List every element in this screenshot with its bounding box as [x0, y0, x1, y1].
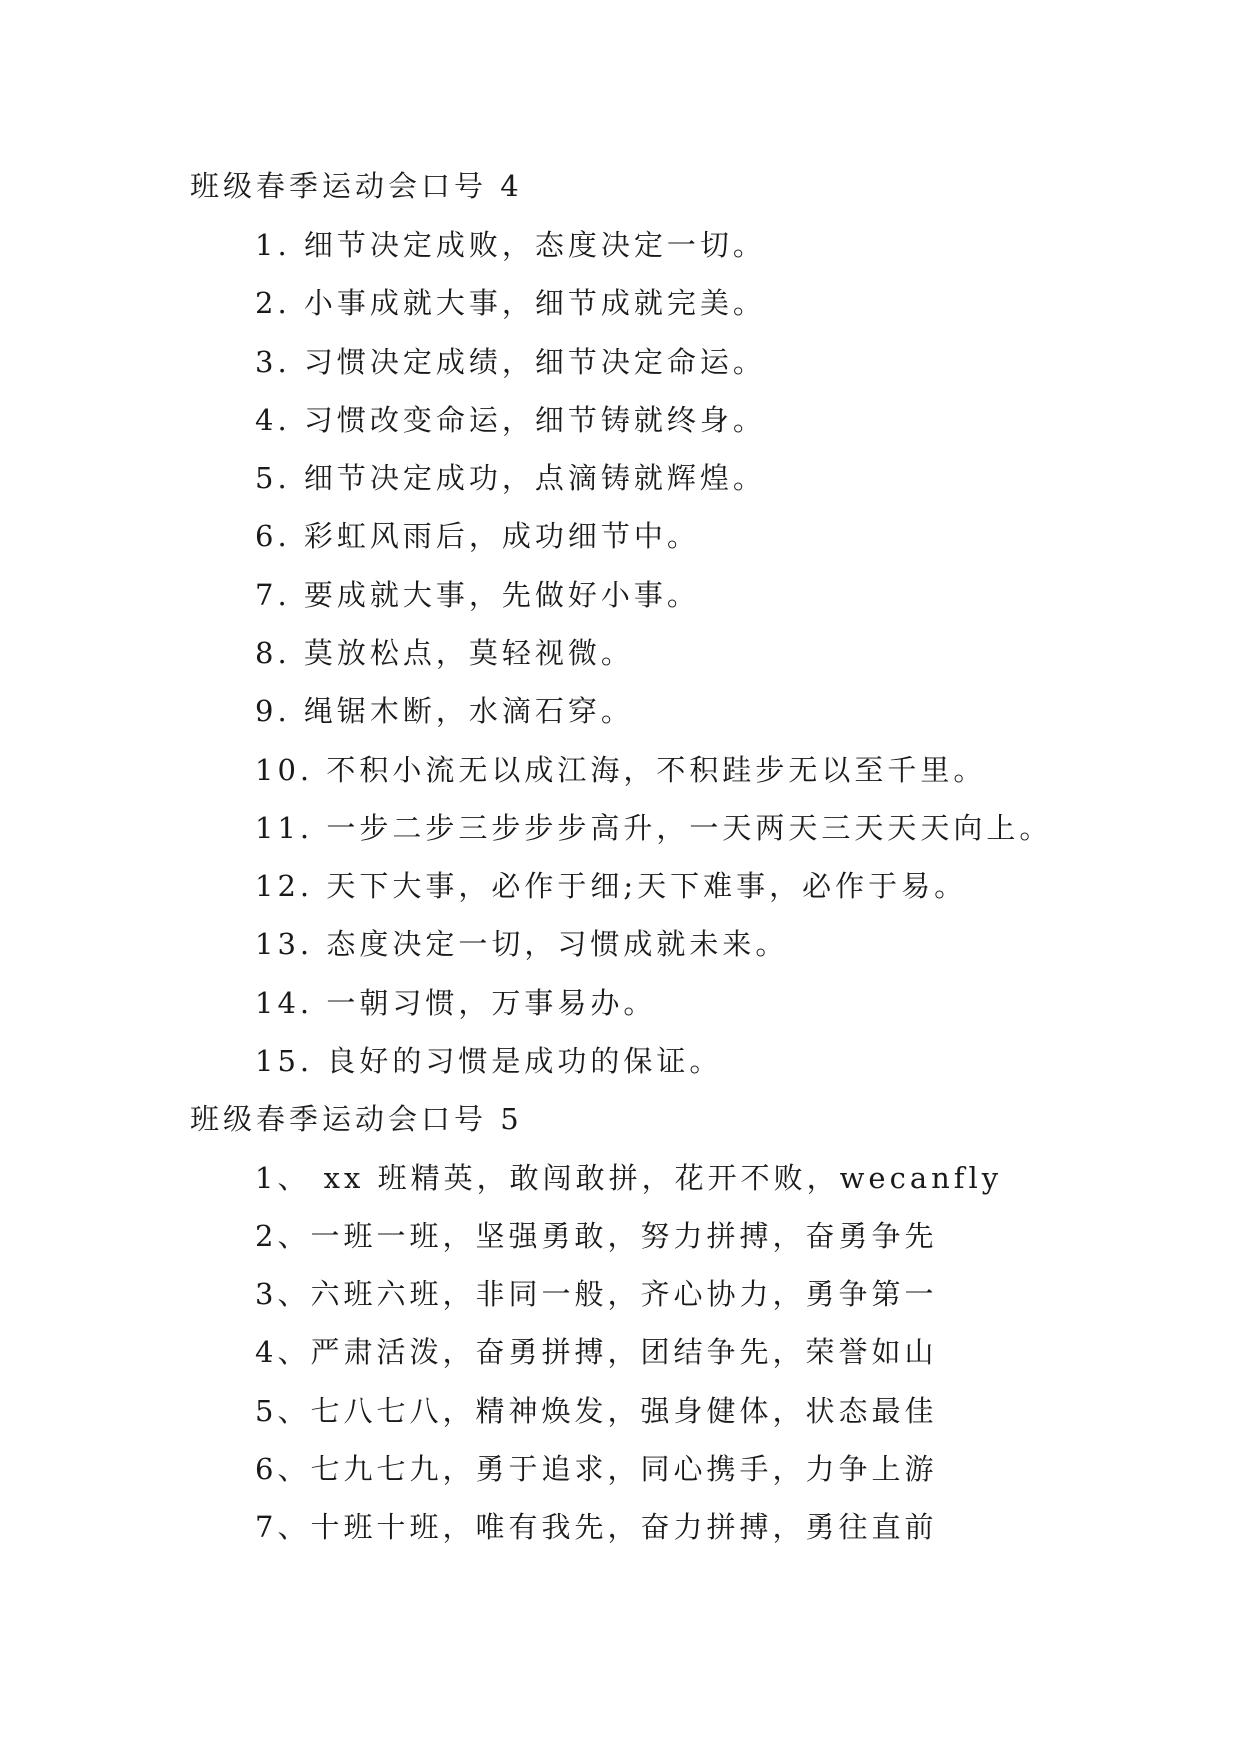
slogan-item: 7、十班十班，唯有我先，奋力拼搏，勇往直前 — [255, 1510, 938, 1544]
slogan-item: 14. 一朝习惯，万事易办。 — [255, 986, 657, 1020]
slogan-item: 5. 细节决定成功，点滴铸就辉煌。 — [255, 461, 766, 495]
slogan-item: 2、一班一班，坚强勇敢，努力拼搏，奋勇争先 — [255, 1219, 938, 1253]
slogan-item: 10. 不积小流无以成江海，不积跬步无以至千里。 — [255, 753, 987, 787]
slogan-item: 2. 小事成就大事，细节成就完美。 — [255, 286, 766, 320]
slogan-item: 15. 良好的习惯是成功的保证。 — [255, 1044, 723, 1078]
slogan-item: 5、七八七八，精神焕发，强身健体，状态最佳 — [255, 1394, 938, 1428]
slogan-item: 11. 一步二步三步步步高升，一天两天三天天天向上。 — [255, 811, 1053, 845]
slogan-item: 3、六班六班，非同一般，齐心协力，勇争第一 — [255, 1277, 938, 1311]
slogan-item: 8. 莫放松点，莫轻视微。 — [255, 636, 634, 670]
slogan-item: 13. 态度决定一切，习惯成就未来。 — [255, 927, 789, 961]
section-5-title: 班级春季运动会口号 5 — [190, 1102, 523, 1136]
slogan-item: 4. 习惯改变命运，细节铸就终身。 — [255, 403, 766, 437]
section-4-title: 班级春季运动会口号 4 — [190, 169, 523, 203]
slogan-item: 9. 绳锯木断，水滴石穿。 — [255, 694, 634, 728]
slogan-item: 3. 习惯决定成绩，细节决定命运。 — [255, 345, 766, 379]
slogan-item: 1、 xx 班精英，敢闯敢拼，花开不败，wecanfly — [255, 1161, 1003, 1195]
slogan-item: 12. 天下大事，必作于细;天下难事，必作于易。 — [255, 869, 968, 903]
slogan-item: 4、严肃活泼，奋勇拼搏，团结争先，荣誉如山 — [255, 1335, 938, 1369]
slogan-item: 6. 彩虹风雨后，成功细节中。 — [255, 519, 700, 553]
slogan-item: 1. 细节决定成败，态度决定一切。 — [255, 228, 766, 262]
slogan-item: 7. 要成就大事，先做好小事。 — [255, 578, 700, 612]
slogan-item: 6、七九七九，勇于追求，同心携手，力争上游 — [255, 1452, 938, 1486]
